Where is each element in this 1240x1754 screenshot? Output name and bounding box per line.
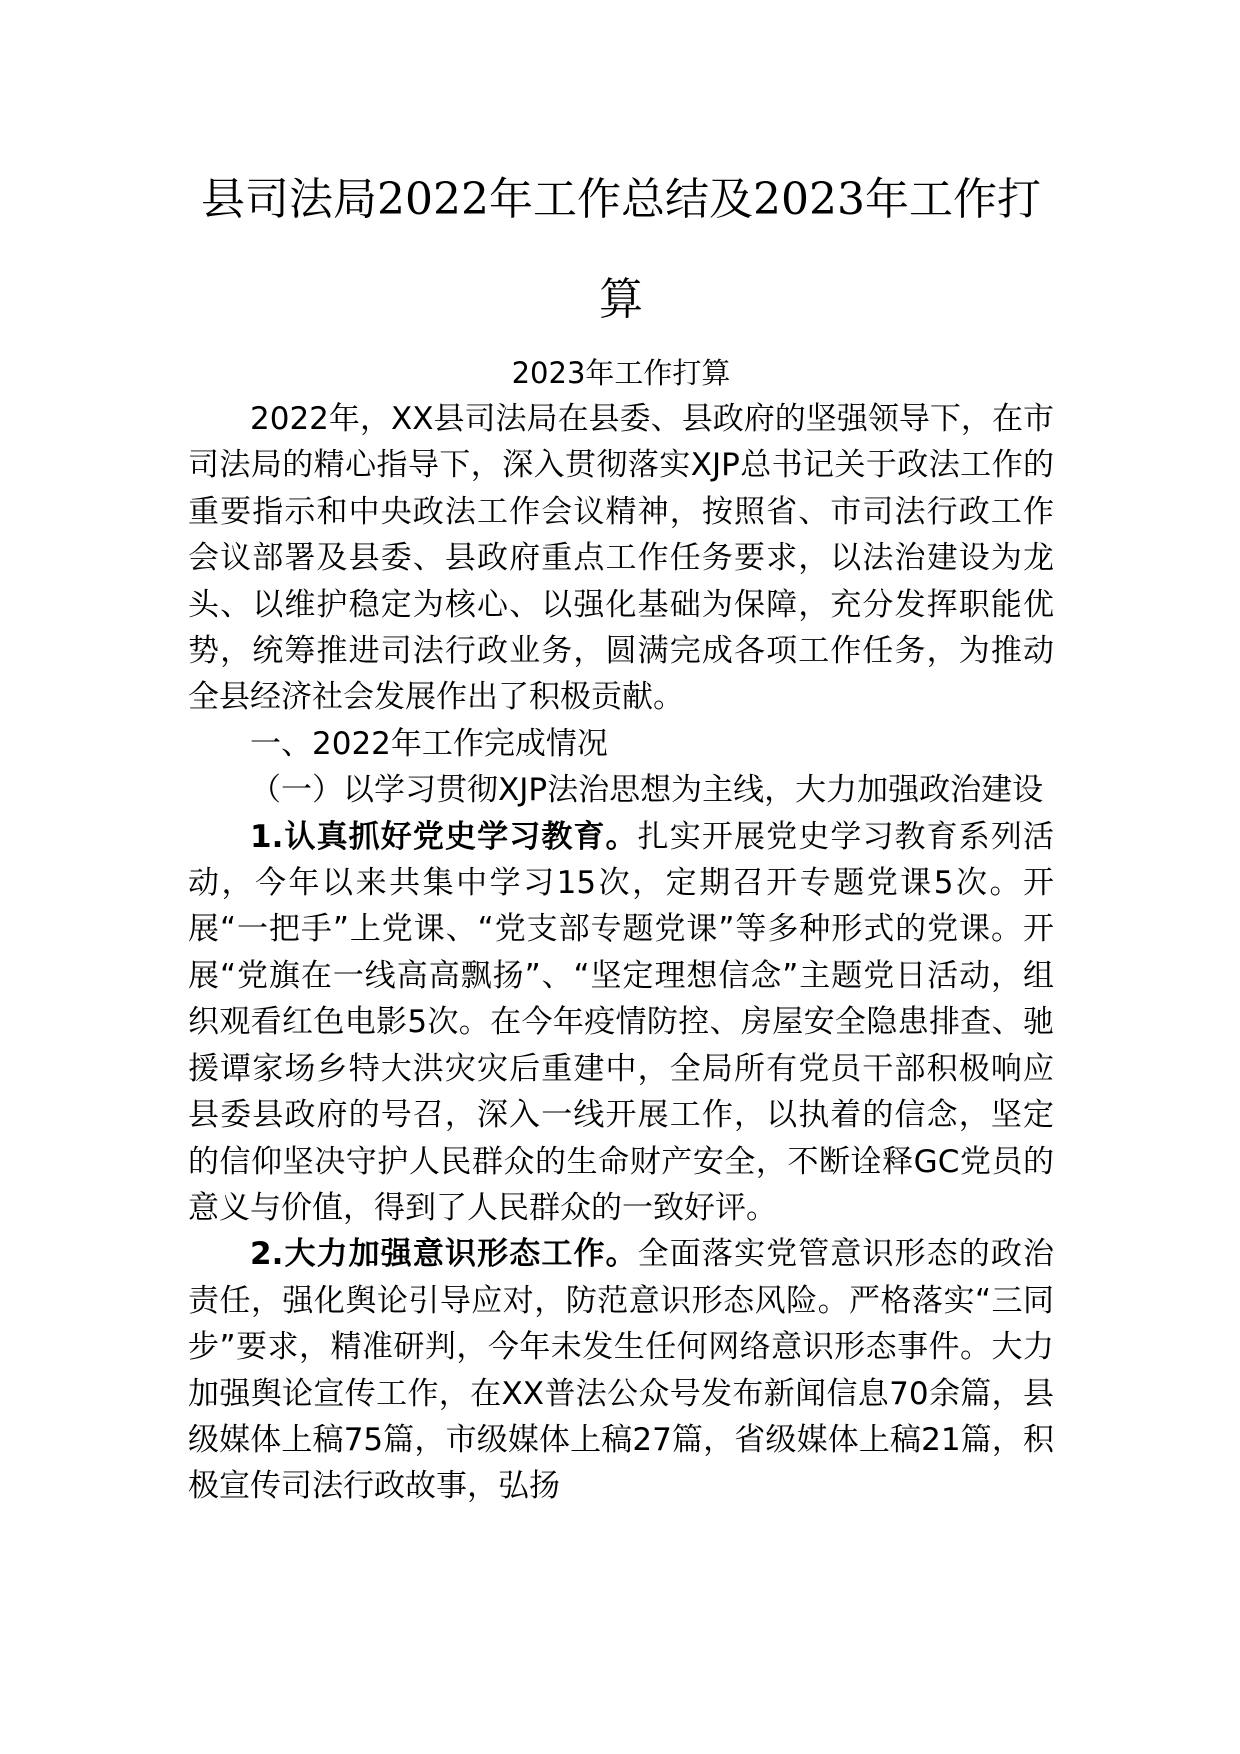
document-subtitle: 2023年工作打算	[511, 356, 731, 390]
document-title: 县司法局2022年工作总结及2023年工作打算	[201, 174, 1041, 325]
item-body-1: 扎实开展党史学习教育系列活动，今年以来共集中学习15次，定期召开专题党课5次。开展“一把手”上党课、“党支部专题党课”等多种形式的党课。开展“党旗在一线高高飘扬”、“坚定理想信念”主题党日活动，组织观看红色电影5次。在今年疫情防控、房屋安全隐患排查、驰援谭家场乡特大洪灾灾后重建中，全局所有党员干部积极响应县委县政府的号召，深入一线开展工作，以执着的信念，坚定的信仰坚决守护人民群众的生命财产安全，不断诠释GC党员的意义与价值，得到了人民群众的一致好评。	[188, 818, 1054, 1226]
document-page	[188, 150, 1054, 1510]
section-heading: 一、2022年工作完成情况	[250, 725, 608, 762]
item-paragraph-2	[188, 1231, 1054, 1509]
item-lead-2: 2.大力加强意识形态工作。	[250, 1236, 638, 1273]
item-lead-1: 1.认真抓好党史学习教育。	[250, 818, 638, 855]
subsection-heading: （一）以学习贯彻XJP法治思想为主线，大力加强政治建设	[250, 772, 1044, 809]
item-paragraph-1	[188, 814, 1054, 1232]
intro-paragraph: 2022年，XX县司法局在县委、县政府的坚强领导下，在市司法局的精心指导下，深入贯彻落实XJP总书记关于政法工作的重要指示和中央政法工作会议精神，按照省、市司法行政工作会议部署及县委、县政府重点工作任务要求，以法治建设为龙头、以维护稳定为核心、以强化基础为保障，充分发挥职能优势，统筹推进司法行政业务，圆满完成各项工作任务，为推动全县经济社会发展作出了积极贡献。	[188, 401, 1054, 716]
item-body-2: 全面落实党管意识形态的政治责任，强化舆论引导应对，防范意识形态风险。严格落实“三同步”要求，精准研判，今年未发生任何网络意识形态事件。大力加强舆论宣传工作，在XX普法公众号发布新闻信息70余篇，县级媒体上稿75篇，市级媒体上稿27篇，省级媒体上稿21篇，积极宣传司法行政故事，弘扬	[188, 1236, 1054, 1505]
